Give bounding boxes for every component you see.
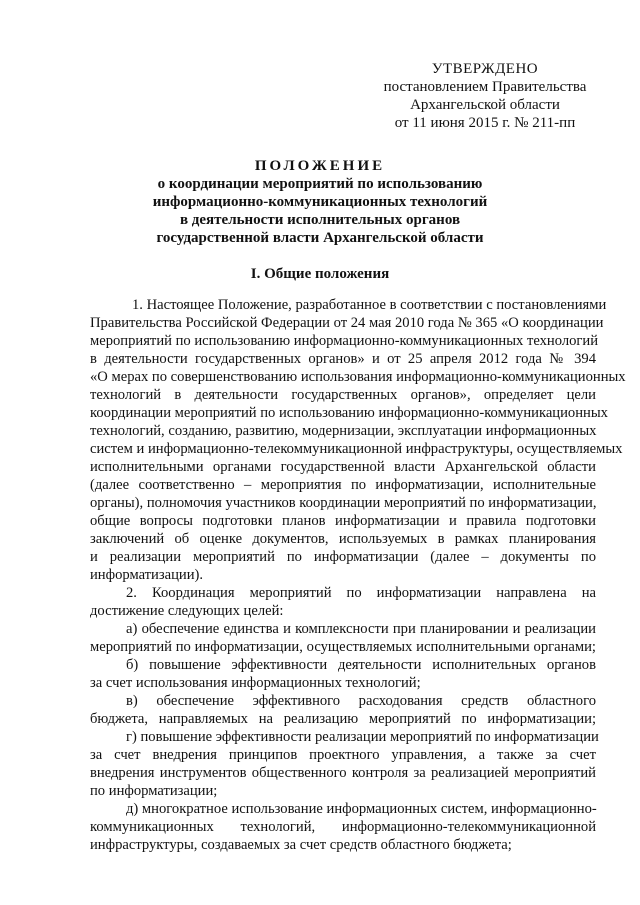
body-line: мероприятий по информатизации, осуществляемых исполнительными органами; bbox=[90, 639, 596, 655]
body-line: заключений об оценке документов, используемых в рамках планирования bbox=[90, 531, 596, 547]
title-word: ПОЛОЖЕНИЕ bbox=[254, 158, 386, 174]
body-line: по информатизации; bbox=[90, 783, 218, 799]
body-line: в деятельности государственных органов» и от 25 апреля 2012 года № 394 bbox=[90, 351, 596, 367]
body-line: 2. Координация мероприятий по информатизации направлена на bbox=[126, 585, 596, 601]
body-line: координации мероприятий по использованию информационно-коммуникационных bbox=[90, 405, 608, 421]
document-title bbox=[90, 157, 550, 247]
approval-line: постановлением Правительства bbox=[383, 79, 587, 95]
body-line: (далее соответственно – мероприятия по информатизации, исполнительные bbox=[90, 477, 596, 493]
body-line: за счет использования информационных технологий; bbox=[90, 675, 421, 691]
document-body bbox=[90, 296, 626, 854]
body-line: технологий, созданию, развитию, модернизации, эксплуатации информационных bbox=[90, 423, 597, 439]
title-line: государственной власти Архангельской области bbox=[156, 230, 484, 246]
body-line: в) обеспечение эффективного расходования средств областного bbox=[126, 693, 596, 709]
body-line: б) повышение эффективности деятельности исполнительных органов bbox=[126, 657, 596, 673]
approval-heading: УТВЕРЖДЕНО bbox=[431, 61, 539, 77]
body-line: достижение следующих целей: bbox=[90, 603, 284, 619]
body-line: мероприятий по использованию информационно-коммуникационных технологий bbox=[90, 333, 599, 349]
approval-stamp bbox=[360, 60, 610, 132]
title-line: в деятельности исполнительных органов bbox=[179, 212, 461, 228]
body-line: д) многократное использование информационных систем, информационно- bbox=[126, 801, 597, 817]
body-line: внедрения инструментов общественного контроля за реализацией мероприятий bbox=[90, 765, 596, 781]
body-line: за счет внедрения принципов проектного управления, а также за счет bbox=[90, 747, 596, 763]
approval-line: Архангельской области bbox=[410, 97, 560, 113]
body-line: систем и информационно-телекоммуникационной инфраструктуры, осуществляемых bbox=[90, 441, 623, 457]
body-line: органы), полномочия участников координации мероприятий по информатизации, bbox=[90, 495, 597, 511]
approval-date-line: от 11 июня 2015 г. № 211-пп bbox=[394, 115, 576, 131]
body-line: г) повышение эффективности реализации мероприятий по информатизации bbox=[126, 729, 599, 745]
title-line: о координации мероприятий по использованию bbox=[157, 176, 483, 192]
body-line: исполнительными органами государственной власти Архангельской области bbox=[90, 459, 596, 475]
title-line: информационно-коммуникационных технологий bbox=[152, 194, 488, 210]
body-line: «О мерах по совершенствованию использования информационно-коммуникационных bbox=[90, 369, 626, 385]
section-heading: I. Общие положения bbox=[250, 266, 390, 282]
body-line: коммуникационных технологий, информационно-телекоммуникационной bbox=[90, 819, 596, 835]
body-line: 1. Настоящее Положение, разработанное в соответствии с постановлениями bbox=[132, 297, 607, 313]
body-line: информатизации). bbox=[90, 567, 204, 583]
body-line: Правительства Российской Федерации от 24 мая 2010 года № 365 «О координации bbox=[90, 315, 604, 331]
body-line: инфраструктуры, создаваемых за счет средств областного бюджета; bbox=[90, 837, 512, 853]
body-line: и реализации мероприятий по информатизации (далее – документы по bbox=[90, 549, 596, 565]
body-line: бюджета, направляемых на реализацию мероприятий по информатизации; bbox=[90, 711, 596, 727]
body-line: общие вопросы подготовки планов информатизации и правила подготовки bbox=[90, 513, 596, 529]
body-line: технологий в деятельности государственных органов», определяет цели bbox=[90, 387, 596, 403]
body-line: а) обеспечение единства и комплексности при планировании и реализации bbox=[126, 621, 596, 637]
